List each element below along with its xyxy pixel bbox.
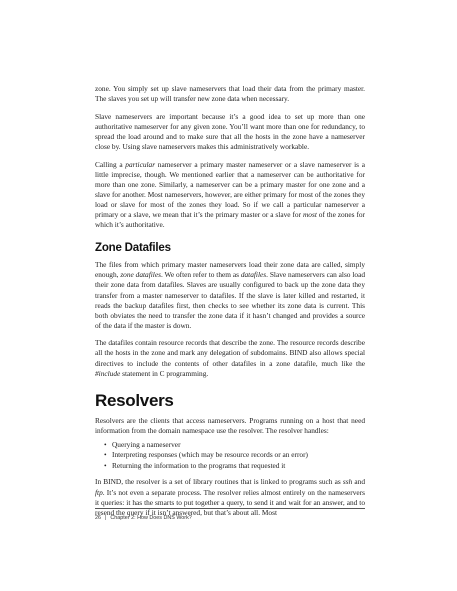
page-number: 26: [95, 515, 101, 521]
bullet-list: [95, 440, 365, 472]
text-run: nameserver a primary master nameserver or a slave nameserver is a little imprecise, though. We mentioned earlier that a nameserver can be authoritative for more than one zone. Similarly, a nameserver can be a primary master for one zone and a slave for another. Most nameservers, however, are either primary for most of the zones they load or slave for most of the zones they load. So if we call a particular nameserver a primary or a slave, we mean that it’s the primary master or a slave for: [95, 159, 365, 220]
list-item: [104, 440, 365, 451]
text-run: Resolvers are the clients that access nameservers. Programs running on a host that need information from the domain namespace use the resolver. The resolver handles:: [95, 415, 365, 435]
bullet-icon: •: [104, 439, 107, 449]
footer-separator: |: [105, 515, 107, 521]
list-item: [104, 461, 365, 472]
text-run: The datafiles contain resource records that describe the zone. The resource records describe all the hosts in the zone and mark any delegation of subdomains. BIND also allows special directives to include the contents of other datafiles in a zone datafile, much like the: [95, 338, 365, 368]
italic-text: zone datafiles: [120, 270, 161, 280]
italic-text: particular: [125, 159, 156, 169]
text-run: and: [352, 477, 365, 487]
text-run: statement in C programming.: [120, 368, 209, 378]
list-item: [104, 450, 365, 461]
page-body: [95, 84, 365, 525]
section-heading-zone-datafiles: Zone Datafiles: [95, 242, 171, 255]
bullet-icon: •: [104, 450, 107, 460]
text-run: Calling a: [95, 159, 126, 169]
paragraph: [95, 84, 365, 104]
chapter-title: Chapter 2: How Does DNS Work?: [110, 515, 192, 521]
page-footer: [95, 508, 365, 521]
bullet-icon: •: [104, 460, 107, 470]
text-run: . Slave nameservers can also load their zone data from datafiles. Slaves are usually configured to back up the zone data they transfer from a master nameserver to datafiles. If the slave is later killed and restarted, it reads the backup datafiles first, then checks to see whether its zone data is current. This both obviates the need to transfer the zone data if it hasn’t changed and provides a source of the data if the master is down.: [95, 270, 365, 330]
italic-text: most: [302, 210, 317, 220]
paragraph: [95, 260, 365, 331]
italic-text: ftp: [95, 487, 103, 497]
text-run: In BIND, the resolver is a set of library routines that is linked to programs such as: [95, 477, 343, 487]
paragraphs-top: [95, 84, 365, 230]
list-item-text: Interpreting responses (which may be resource records or an error): [112, 450, 308, 460]
list-item-text: Returning the information to the programs that requested it: [112, 460, 286, 470]
paragraph: [95, 338, 365, 378]
text-run: . It’s not even a separate process. The resolver relies almost entirely on the nameservers it queries: it has the smarts to put together a query, to send it and wait for an answer, and to resend the query if it isn’t answered, but that’s about all. Most: [95, 487, 365, 517]
text-run: Slave nameservers are important because it’s a good idea to set up more than one authoritative nameserver for any given zone. You’ll want more than one for redundancy, to spread the load around and to make sure that all the hosts in the zone have a nameserver close by. Using slave nameservers makes this administratively workable.: [95, 111, 365, 151]
paragraph: [95, 112, 365, 152]
text-run: The files from which primary master nameservers load their zone data are called, simply enough,: [95, 260, 365, 280]
italic-text: datafiles: [240, 270, 267, 280]
section-heading-resolvers: Resolvers: [95, 390, 174, 410]
paragraph: [95, 160, 365, 231]
italic-text: ssh: [342, 477, 353, 487]
text-run: zone. You simply set up slave nameservers that load their data from the primary master. The slaves you set up will transfer new zone data when necessary.: [95, 84, 365, 104]
text-run: of the zones for which it’s authoritative.: [95, 210, 366, 230]
list-item-text: Querying a nameserver: [112, 439, 181, 449]
paragraph: [95, 416, 365, 436]
italic-text: #include: [95, 368, 121, 378]
text-run: . We often refer to them as: [160, 270, 241, 280]
